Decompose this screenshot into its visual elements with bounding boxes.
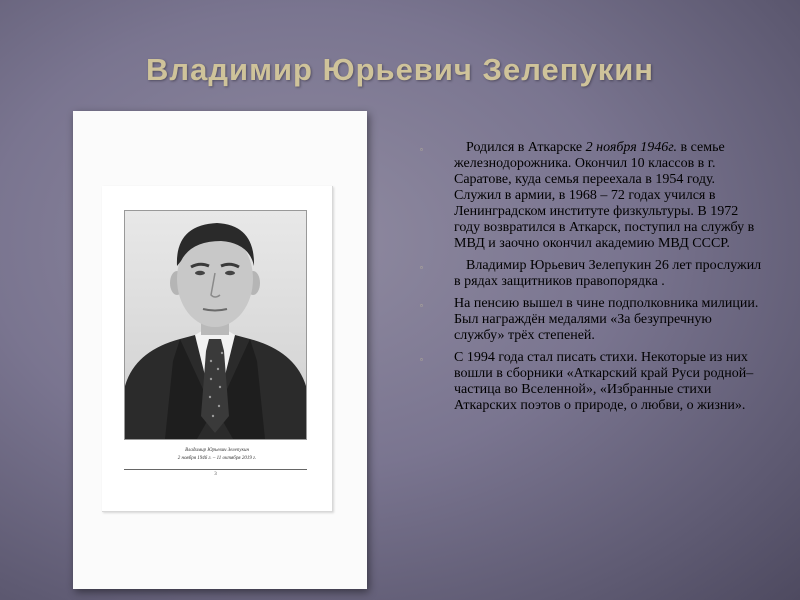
list-item [415,258,765,290]
bio-text-birth: Родился в Аткарске [466,140,586,155]
square-bullet-icon: ▫ [420,301,423,310]
portrait-illustration [125,211,306,439]
square-bullet-icon: ▫ [420,263,423,272]
bio-text-service: Владимир Юрьевич Зелепукин 26 лет прослужил в рядах защитников правопорядка . [454,258,762,289]
square-bullet-icon: ▫ [420,355,423,364]
birth-date: 2 ноября 1946г. [585,140,678,155]
photo-caption-name: Владимир Юрьевич Зелепукин [185,448,249,453]
caption-divider [124,469,307,470]
bio-text-career: в семье железнодорожника. Окончил 10 классов в г. Саратове, куда семья переехала в 1954 году. Служил в армии, в 1968 – 72 годах учился в Ленинградском институте физкультуры. В 1972 году возвратился в Аткарск, поступил на службу в МВД и заочно окончил академию МВД СССР. [454,140,755,251]
page-number: 3 [214,472,217,477]
photo-frame [73,111,367,589]
square-bullet-icon: ▫ [420,145,423,154]
portrait-photo [124,210,307,440]
list-item [415,296,765,344]
bio-text-poetry: С 1994 года стал писать стихи. Некоторые из них вошли в сборники «Аткарский край Руси родной– частица во Вселенной», «Избранные стихи Аткарских поэтов о природе, о любви, о жизни». [454,350,754,413]
list-item [415,140,765,252]
list-item [415,350,765,414]
photo-caption-dates: 2 ноября 1946 г. – 11 октября 2019 г. [177,456,257,461]
slide-title: Владимир Юрьевич Зелепукин [146,52,654,87]
bio-text-retirement: На пенсию вышел в чине подполковника милиции. Был награждён медалями «За безупречную службу» трёх степеней. [454,296,759,343]
biography-list [415,140,765,420]
book-page [102,186,333,512]
